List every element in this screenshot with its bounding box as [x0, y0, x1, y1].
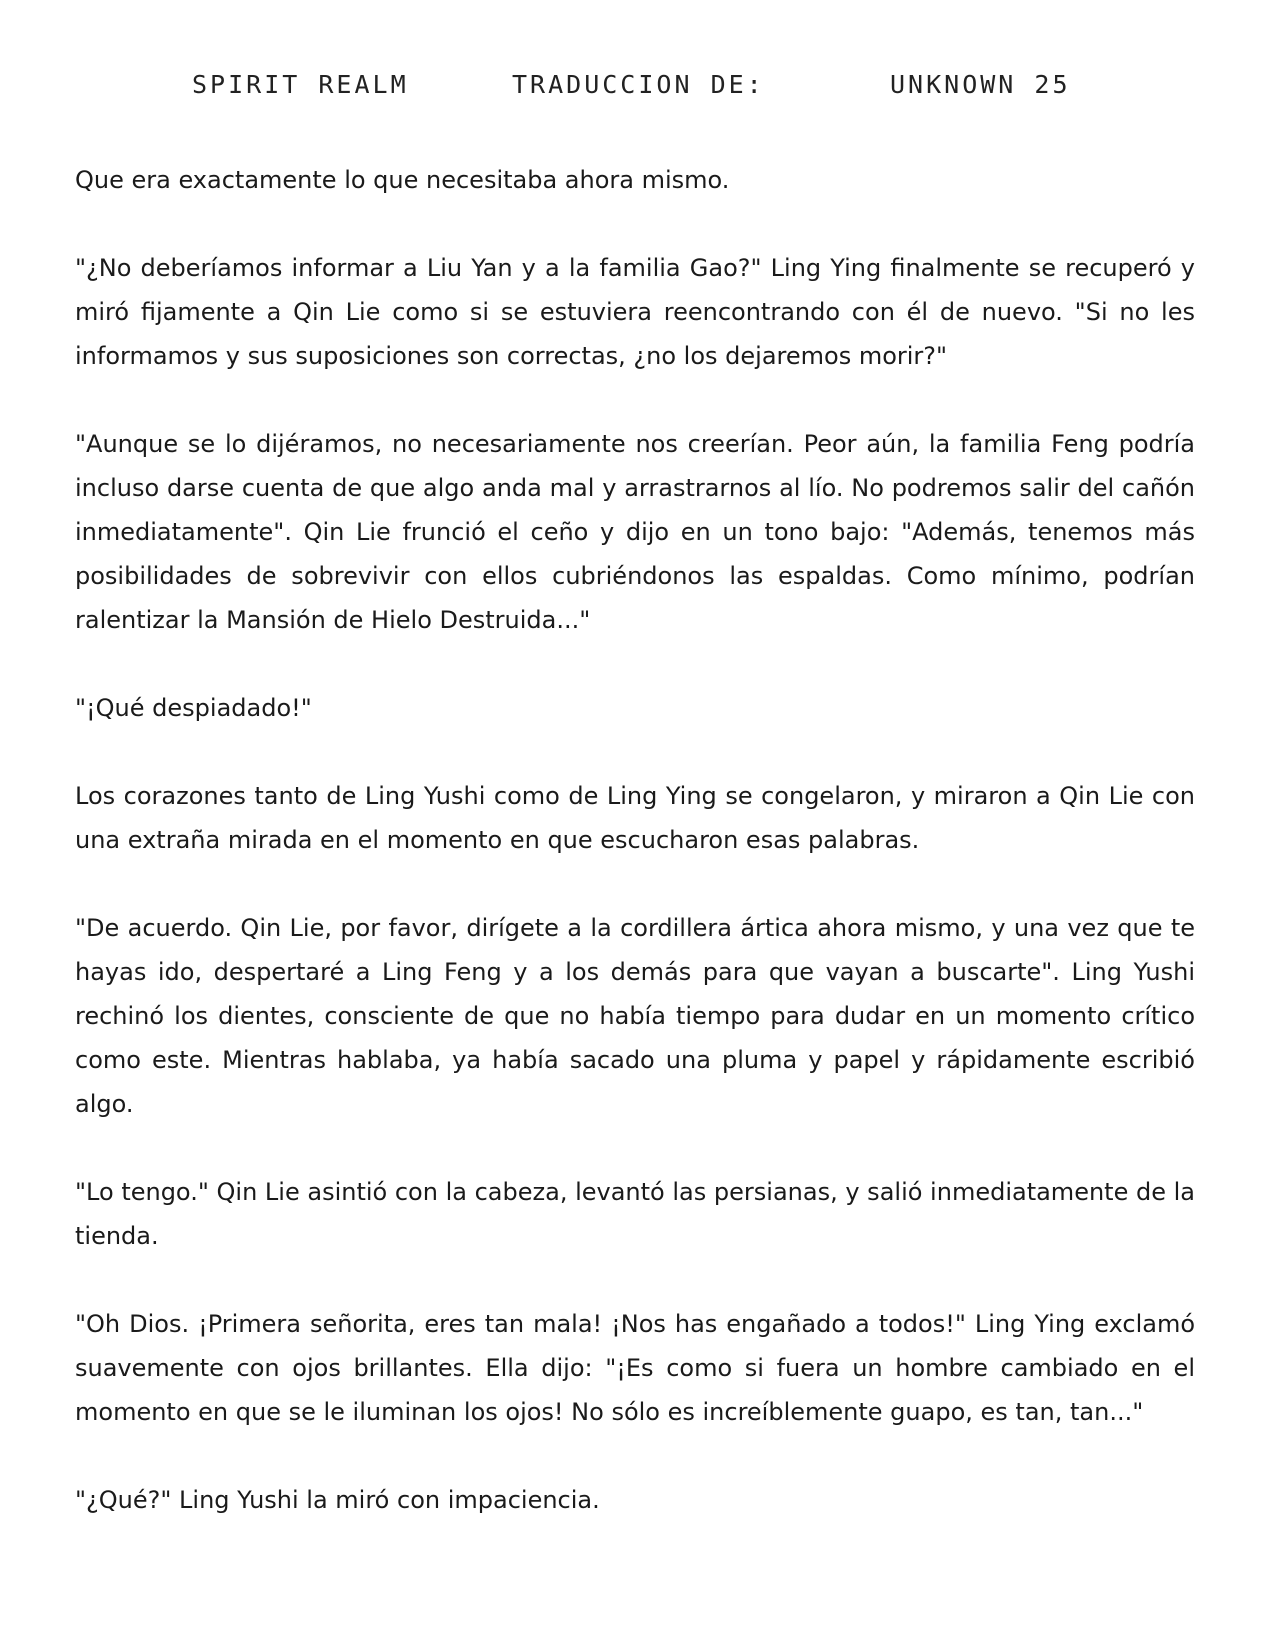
paragraph: "¿No deberíamos informar a Liu Yan y a la familia Gao?" Ling Ying finalmente se recuperó y miró fijamente a Qin Lie como si se estuviera reencontrando con él de nuevo. "Si no les informamos y sus suposiciones son correctas, ¿no los dejaremos morir?": [75, 254, 1195, 370]
header-translation-label: TRADUCCION DE:: [512, 70, 765, 99]
header-translator-name: UNKNOWN 25: [890, 70, 1071, 99]
paragraph: "Oh Dios. ¡Primera señorita, eres tan mala! ¡Nos has engañado a todos!" Ling Ying exclamó suavemente con ojos brillantes. Ella dijo: "¡Es como si fuera un hombre cambiado en el momento en que se le iluminan los ojos! No sólo es increíblemente guapo, es tan, tan...": [75, 1310, 1195, 1426]
paragraph: Que era exactamente lo que necesitaba ahora mismo.: [75, 166, 730, 194]
paragraph: "¿Qué?" Ling Yushi la miró con impaciencia.: [75, 1486, 600, 1514]
header-series-title: SPIRIT REALM: [192, 70, 409, 99]
paragraph: "De acuerdo. Qin Lie, por favor, dirígete a la cordillera ártica ahora mismo, y una vez que te hayas ido, despertaré a Ling Feng y a los demás para que vayan a buscarte". Ling Yushi rechinó los dientes, consciente de que no había tiempo para dudar en un momento crítico como este. Mientras hablaba, ya había sacado una pluma y papel y rápidamente escribió algo.: [75, 914, 1195, 1118]
paragraph: Los corazones tanto de Ling Yushi como de Ling Ying se congelaron, y miraron a Qin Lie con una extraña mirada en el momento en que escucharon esas palabras.: [75, 782, 1195, 854]
body-text: [75, 158, 1195, 1566]
running-header: [0, 70, 1275, 110]
paragraph: "¡Qué despiadado!": [75, 694, 312, 722]
paragraph: "Lo tengo." Qin Lie asintió con la cabeza, levantó las persianas, y salió inmediatamente de la tienda.: [75, 1178, 1195, 1250]
paragraph: "Aunque se lo dijéramos, no necesariamente nos creerían. Peor aún, la familia Feng podría incluso darse cuenta de que algo anda mal y arrastrarnos al lío. No podremos salir del cañón inmediatamente". Qin Lie frunció el ceño y dijo en un tono bajo: "Además, tenemos más posibilidades de sobrevivir con ellos cubriéndonos las espaldas. Como mínimo, podrían ralentizar la Mansión de Hielo Destruida...": [75, 430, 1195, 634]
